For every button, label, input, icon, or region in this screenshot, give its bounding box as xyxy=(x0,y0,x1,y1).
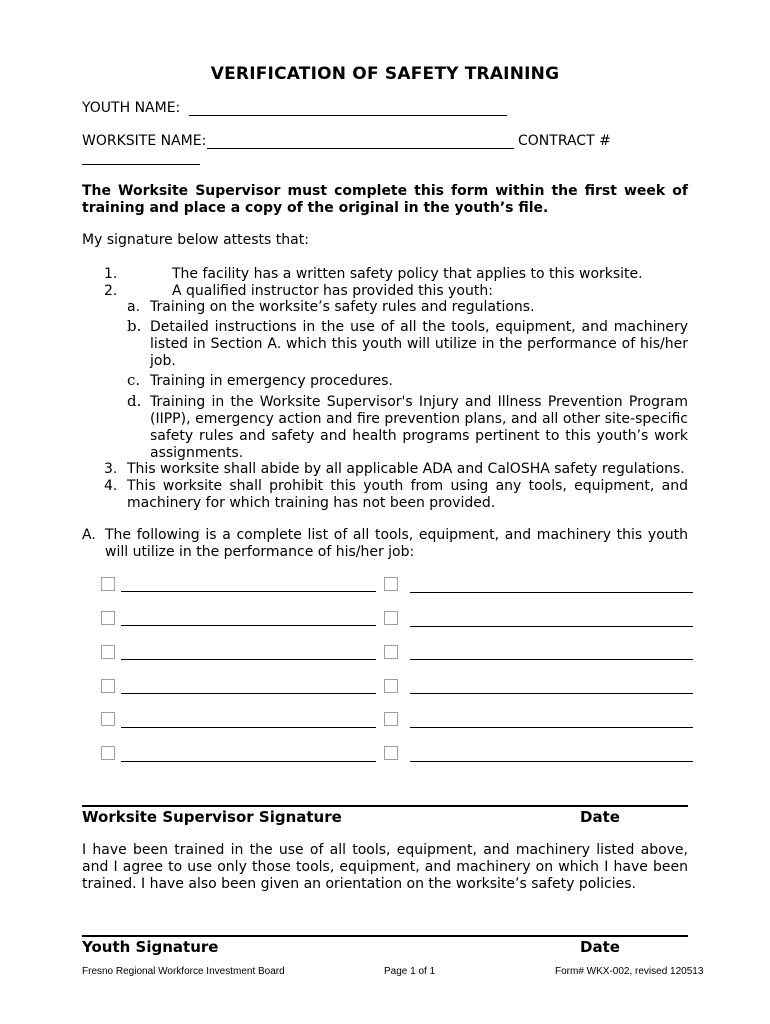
subitem-letter-a: a. xyxy=(127,299,141,315)
tool-entry-line[interactable] xyxy=(410,626,693,627)
item-text-4: This worksite shall prohibit this youth from using any tools, equipment, and machinery for which training has not been provided. xyxy=(127,478,688,511)
tool-checkbox[interactable] xyxy=(101,679,115,693)
supervisor-signature-line[interactable] xyxy=(82,805,688,807)
contract-label: CONTRACT # xyxy=(518,133,611,149)
tool-entry-line[interactable] xyxy=(121,727,376,728)
tool-checkbox[interactable] xyxy=(384,577,398,591)
footer-page-number: Page 1 of 1 xyxy=(384,966,436,977)
item-number-4: 4. xyxy=(104,478,118,494)
subitem-letter-c: c. xyxy=(127,371,141,389)
page-title: VERIFICATION OF SAFETY TRAINING xyxy=(210,64,560,84)
supervisor-date-label: Date xyxy=(580,808,620,826)
attest-intro: My signature below attests that: xyxy=(82,232,309,248)
tool-entry-line[interactable] xyxy=(410,727,693,728)
tool-entry-line[interactable] xyxy=(121,659,376,660)
tool-checkbox[interactable] xyxy=(101,712,115,726)
tool-entry-line[interactable] xyxy=(410,659,693,660)
footer-form-number: Form# WKX-002, revised 120513 xyxy=(555,966,704,977)
item-number-1: 1. xyxy=(104,266,118,282)
tool-entry-line[interactable] xyxy=(121,693,376,694)
item-text-2: A qualified instructor has provided this youth: xyxy=(172,283,493,299)
section-a-text: The following is a complete list of all tools, equipment, and machinery this youth will utilize in the performance of his/her job: xyxy=(105,527,688,560)
subitem-text-d: Training in the Worksite Supervisor's Injury and Illness Prevention Program (IIPP), emergency action and fire prevention plans, and all other site-specific safety rules and safety and health programs pertinent to this youth’s work assignments. xyxy=(150,394,688,461)
tool-entry-line[interactable] xyxy=(410,592,693,593)
subitem-text-b: Detailed instructions in the use of all the tools, equipment, and machinery listed in Section A. which this youth will utilize in the performance of his/her job. xyxy=(150,319,688,369)
item-text-3: This worksite shall abide by all applicable ADA and CalOSHA safety regulations. xyxy=(127,461,685,477)
tool-checkbox[interactable] xyxy=(384,645,398,659)
subitem-text-c: Training in emergency procedures. xyxy=(150,373,393,389)
subitem-text-a: Training on the worksite’s safety rules and regulations. xyxy=(150,299,535,315)
tool-entry-line[interactable] xyxy=(410,761,693,762)
tool-entry-line[interactable] xyxy=(121,591,376,592)
youth-name-label: YOUTH NAME: xyxy=(82,100,181,116)
item-number-3: 3. xyxy=(104,461,118,477)
supervisor-signature-label: Worksite Supervisor Signature xyxy=(82,808,342,826)
subitem-letter-d: d. xyxy=(127,392,142,410)
tool-checkbox[interactable] xyxy=(101,577,115,591)
tool-checkbox[interactable] xyxy=(101,645,115,659)
footer-organization: Fresno Regional Workforce Investment Board xyxy=(82,966,285,977)
tool-checkbox[interactable] xyxy=(101,611,115,625)
youth-date-label: Date xyxy=(580,938,620,956)
instruction-text: The Worksite Supervisor must complete this form within the first week of training and place a copy of the original in the youth’s file. xyxy=(82,183,688,216)
subitem-letter-b: b. xyxy=(127,317,142,335)
worksite-name-label: WORKSITE NAME: xyxy=(82,133,207,149)
tool-entry-line[interactable] xyxy=(410,693,693,694)
tool-entry-line[interactable] xyxy=(121,761,376,762)
section-a-letter: A. xyxy=(82,527,96,543)
tool-checkbox[interactable] xyxy=(101,746,115,760)
item-text-1: The facility has a written safety policy that applies to this worksite. xyxy=(172,266,643,282)
tool-checkbox[interactable] xyxy=(384,712,398,726)
youth-statement: I have been trained in the use of all tools, equipment, and machinery listed above, and I agree to use only those tools, equipment, and machinery on which I have been trained. I have also been given an orientation on the worksite’s safety policies. xyxy=(82,842,688,892)
item-number-2: 2. xyxy=(104,283,118,299)
tool-entry-line[interactable] xyxy=(121,625,376,626)
tool-checkbox[interactable] xyxy=(384,746,398,760)
youth-signature-label: Youth Signature xyxy=(82,938,219,956)
youth-name-field[interactable] xyxy=(189,115,507,116)
tool-checkbox[interactable] xyxy=(384,611,398,625)
tool-checkbox[interactable] xyxy=(384,679,398,693)
youth-signature-line[interactable] xyxy=(82,935,688,937)
contract-number-field[interactable] xyxy=(82,164,200,165)
worksite-name-field[interactable] xyxy=(207,148,514,149)
